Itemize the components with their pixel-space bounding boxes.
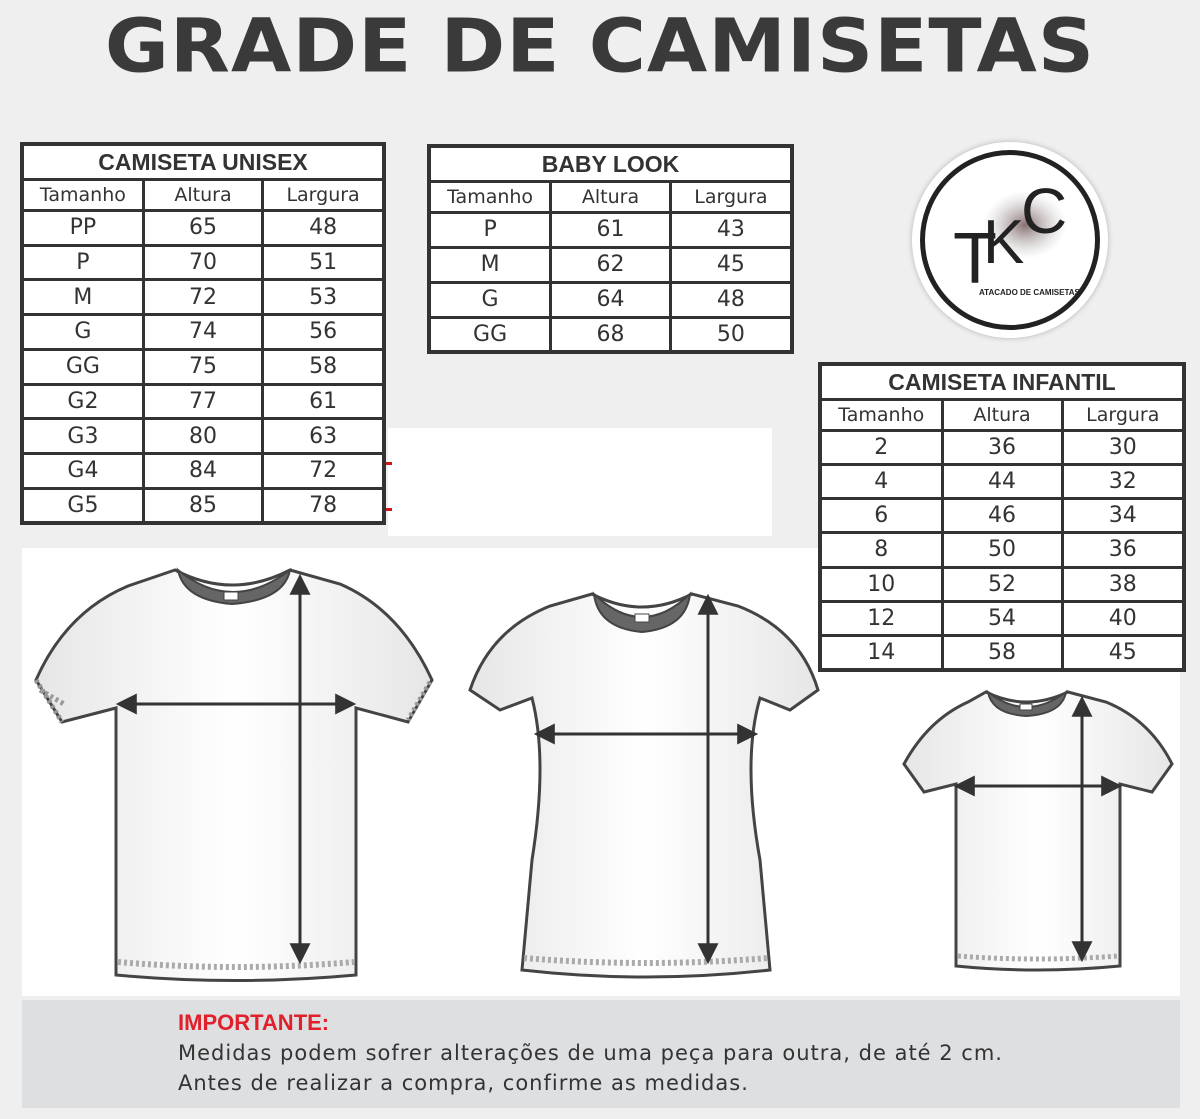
cell-height: 44 <box>942 464 1062 498</box>
table-title: CAMISETA INFANTIL <box>822 366 1182 400</box>
cell-width: 53 <box>263 280 382 315</box>
cell-size: 6 <box>822 499 942 533</box>
cell-width: 78 <box>263 488 382 521</box>
cell-height: 36 <box>942 430 1062 464</box>
cell-size: G5 <box>24 488 143 521</box>
column-header-width: Largura <box>670 182 790 213</box>
table-title: CAMISETA UNISEX <box>24 146 382 180</box>
cell-height: 46 <box>942 499 1062 533</box>
cell-height: 80 <box>143 419 262 454</box>
column-header-size: Tamanho <box>431 182 551 213</box>
column-header-width: Largura <box>263 180 382 211</box>
cell-size: 4 <box>822 464 942 498</box>
cell-width: 61 <box>263 384 382 419</box>
cell-width: 58 <box>263 349 382 384</box>
column-header-size: Tamanho <box>822 400 942 431</box>
cell-size: M <box>431 247 551 282</box>
cell-height: 61 <box>551 213 671 248</box>
cell-height: 54 <box>942 601 1062 635</box>
cell-height: 65 <box>143 210 262 245</box>
cell-width: 72 <box>263 453 382 488</box>
cell-height: 70 <box>143 245 262 280</box>
cell-size: 8 <box>822 533 942 567</box>
cell-width: 32 <box>1062 464 1182 498</box>
logo-letter-t: T <box>953 219 997 299</box>
cell-height: 75 <box>143 349 262 384</box>
cell-size: G2 <box>24 384 143 419</box>
cell-size: M <box>24 280 143 315</box>
column-header-height: Altura <box>942 400 1062 431</box>
cell-width: 36 <box>1062 533 1182 567</box>
cell-size: P <box>431 213 551 248</box>
cell-width: 48 <box>263 210 382 245</box>
cell-width: 34 <box>1062 499 1182 533</box>
cell-width: 48 <box>670 282 790 317</box>
cell-size: PP <box>24 210 143 245</box>
cell-height: 84 <box>143 453 262 488</box>
cell-height: 77 <box>143 384 262 419</box>
tshirt-unisex-icon <box>36 570 432 981</box>
logo-letter-c: C <box>1021 175 1068 247</box>
cell-height: 58 <box>942 636 1062 668</box>
cell-size: 10 <box>822 567 942 601</box>
tshirt-infantil-icon <box>904 692 1172 970</box>
cell-size: GG <box>431 317 551 350</box>
cell-height: 85 <box>143 488 262 521</box>
cell-size: G <box>24 315 143 350</box>
page-title: GRADE DE CAMISETAS <box>104 4 1096 90</box>
cell-size: 12 <box>822 601 942 635</box>
cell-size: P <box>24 245 143 280</box>
cell-width: 51 <box>263 245 382 280</box>
cell-width: 50 <box>670 317 790 350</box>
cell-width: 63 <box>263 419 382 454</box>
tshirt-baby-look-icon <box>470 594 818 977</box>
cell-width: 45 <box>670 247 790 282</box>
cell-size: GG <box>24 349 143 384</box>
column-header-height: Altura <box>143 180 262 211</box>
cell-size: 2 <box>822 430 942 464</box>
column-header-height: Altura <box>551 182 671 213</box>
cell-width: 45 <box>1062 636 1182 668</box>
cell-height: 72 <box>143 280 262 315</box>
column-header-width: Largura <box>1062 400 1182 431</box>
cell-width: 43 <box>670 213 790 248</box>
column-header-size: Tamanho <box>24 180 143 211</box>
cell-width: 30 <box>1062 430 1182 464</box>
cell-height: 64 <box>551 282 671 317</box>
cell-width: 40 <box>1062 601 1182 635</box>
cell-size: G4 <box>24 453 143 488</box>
cell-height: 52 <box>942 567 1062 601</box>
cell-height: 62 <box>551 247 671 282</box>
cell-height: 68 <box>551 317 671 350</box>
logo-tagline: ATACADO DE CAMISETAS <box>979 288 1080 297</box>
table-title: BABY LOOK <box>431 148 790 182</box>
notice-title: IMPORTANTE: <box>178 1010 330 1035</box>
cell-size: 14 <box>822 636 942 668</box>
cell-height: 50 <box>942 533 1062 567</box>
cell-width: 56 <box>263 315 382 350</box>
notice-line: Antes de realizar a compra, confirme as medidas. <box>178 1071 749 1095</box>
logo-letter-k: K <box>983 208 1025 277</box>
cell-size: G3 <box>24 419 143 454</box>
cell-size: G <box>431 282 551 317</box>
cell-width: 38 <box>1062 567 1182 601</box>
notice-line: Medidas podem sofrer alterações de uma peça para outra, de até 2 cm. <box>178 1041 1003 1065</box>
cell-height: 74 <box>143 315 262 350</box>
